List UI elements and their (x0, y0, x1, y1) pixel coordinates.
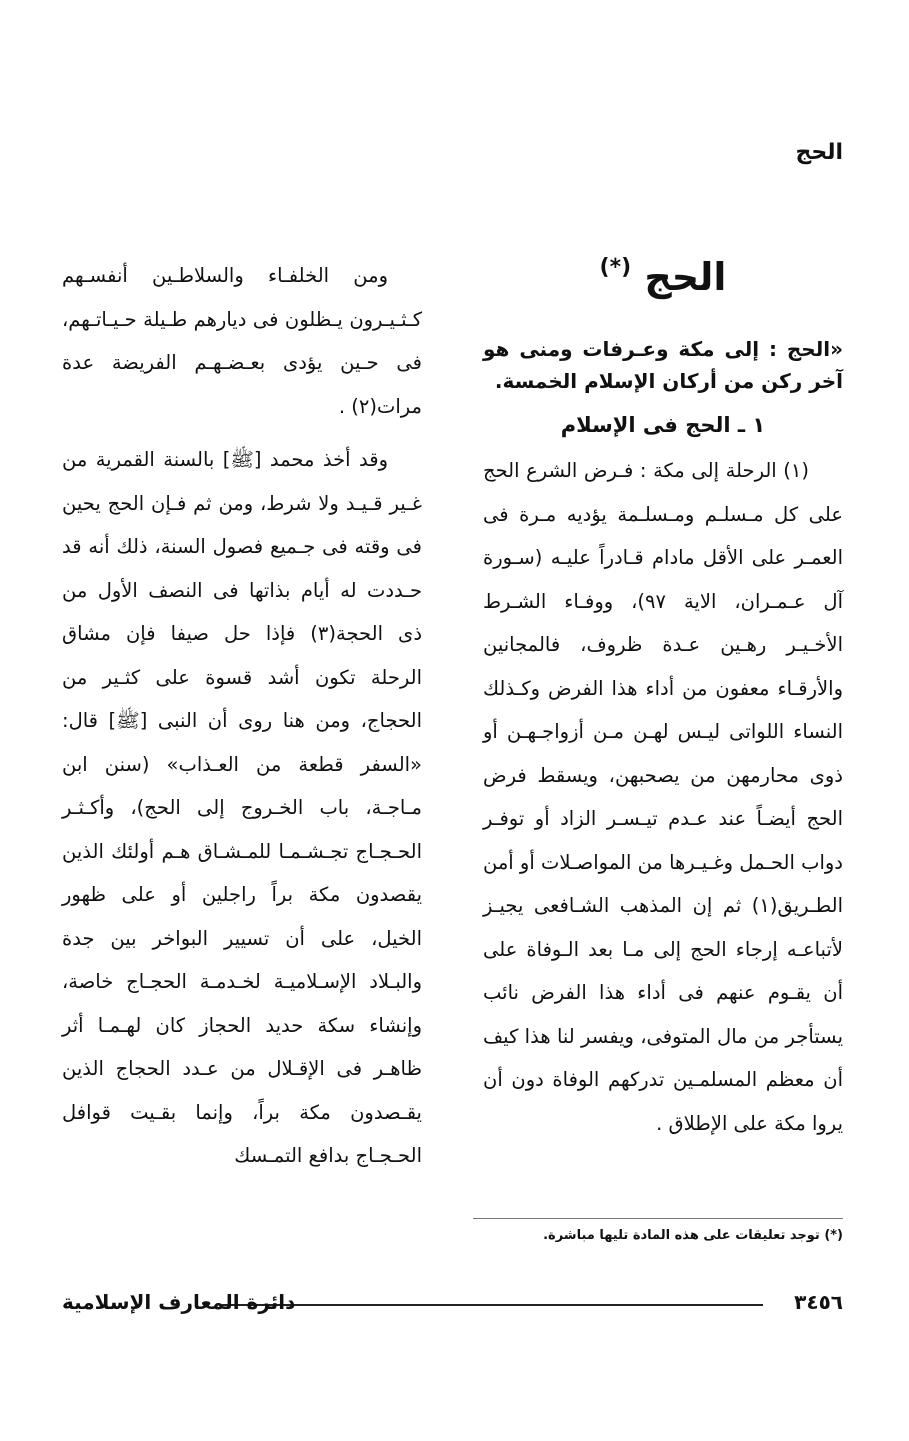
article-intro: «الحج : إلى مكة وعـرفات ومنى هو آخر ركن من أركان الإسلام الخمسة. (483, 337, 843, 393)
section-heading: ١ ـ الحج فى الإسلام (560, 413, 766, 437)
article-title (483, 238, 843, 307)
article-title-text: الحج (644, 255, 727, 299)
footnote-divider (473, 1218, 843, 1219)
body-paragraph-2: ومن الخلفـاء والسلاطـين أنفسـهم كـثـيـرون يـظلون فى ديارهم طـيلة حـيـاتـهم، فى حـين يؤدى بعـضـهـم الفريضة عدة مرات(٢) . (62, 264, 422, 418)
body-paragraph-1: (١) الرحلة إلى مكة : فـرض الشرع الحج على كل مـسلـم ومـسلـمة يؤديه مـرة فى العمـر على الأقل مادام قـادراً عليـه (سـورة آل عـمـران، الاية ٩٧)، ووفـاء الشـرط الأخـيـر رهـين عـدة ظروف، فالمجانين والأرقـاء معفون من أداء هذا الفرض وكـذلك النساء اللواتى ليـس لهـن مـن أزواجـهـن أو ذوى محارمهن من يصحبهن، ويسقط فرض الحج أيضـاً عند عـدم تيـسـر الزاد أو توفـر دواب الحـمل وغـيـرها من المواصـلات أو أمن الطـريق(١) ثم إن المذهب الشـافعى يجيـز لأتباعـه إرجاء الحج إلى مـا بعد الـوفاة على أن يقـوم عنهم فى أداء هذا الفرض نائب يستأجر من مال المتوفى، ويفسر لنا هذا كيف أن معظم المسلمـين تدركهم الوفاة دون أن يروا مكة على الإطلاق . (483, 459, 843, 1135)
page-footer (62, 1290, 843, 1320)
left-column (62, 254, 422, 1178)
body-paragraph-3: وقد أخذ محمد [ﷺ] بالسنة القمرية من غـير قـيـد ولا شرط، ومن ثم فـإن الحج يحين فى وقته فى جـميع فصول السنة، ذلك أنه قد حـددت له أيام بذاتها فى النصف الأول من ذى الحجة(٣) فإذا حل صيفا فإن مشاق الرحلة تكون أشد قسوة على كثـير من الحجاج، ومن هنا روى أن النبى [ﷺ] قال: «السفر قطعة من العـذاب» (سنن ابن مـاجـة، باب الخـروج إلى الحج)، وأكـثـر الحـجـاج تجـشـمـا للمـشـاق هـم أولئك الذين يقصدون مكة براً راجلين أو على ظهور الخيل، على أن تسيير البواخر بين جدة والبـلاد الإسـلاميـة لخـدمـة الحجـاج خاصة، وإنشاء سكة حديد الحجاز كان لهـمـا أثر ظاهـر فى الإقـلال من عـدد الحجاج الذين يقـصدون مكة براً، وإنما بقـيت قوافل الحـجـاج بدافع التمـسك (62, 448, 423, 1167)
footer-divider (222, 1304, 763, 1306)
title-footnote-mark: (*) (599, 255, 632, 280)
right-column (483, 238, 843, 1145)
page-number: ٣٤٥٦ (794, 1290, 843, 1314)
footnote: (*) توجد تعليقات على هذه المادة تليها مباشرة. (543, 1228, 843, 1243)
running-head: الحج (795, 140, 843, 165)
publication-name: دائرة المعارف الإسلامية (62, 1290, 296, 1314)
